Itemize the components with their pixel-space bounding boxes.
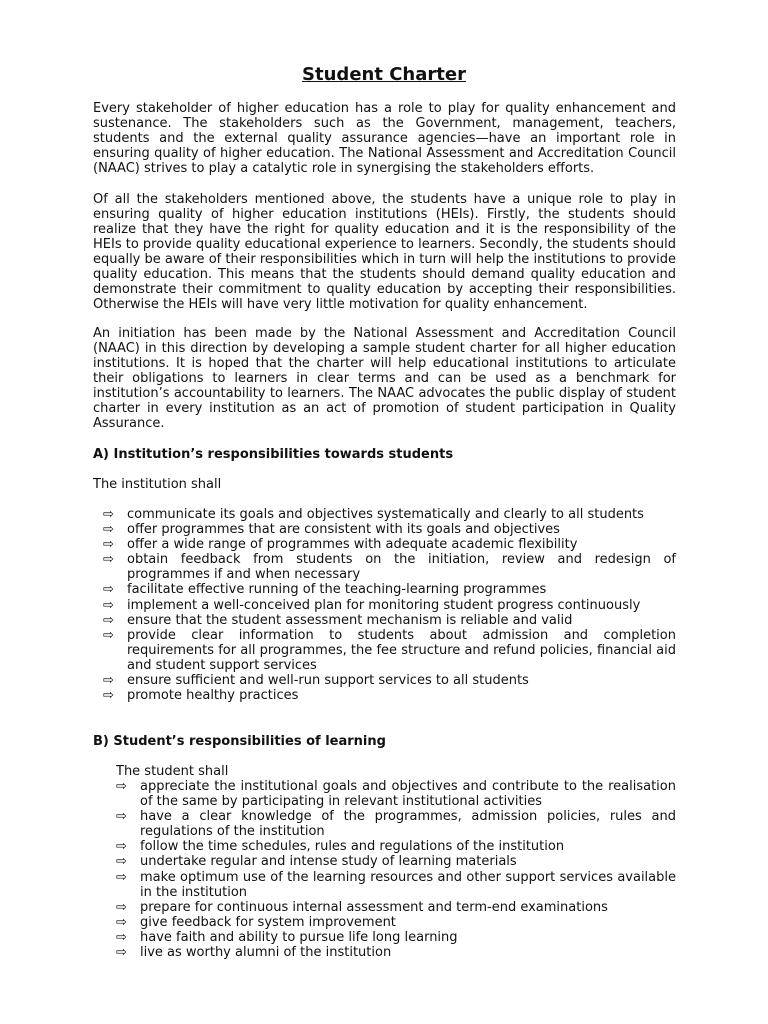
section-b-list-item-text: have a clear knowledge of the programmes, admission policies, rules and regulations of the institution (140, 809, 676, 840)
section-a-list-item-text: promote healthy practices (127, 688, 299, 704)
section-a-list (103, 507, 676, 703)
right-arrow-outline-icon: ⇨ (116, 945, 127, 961)
right-arrow-outline-icon: ⇨ (103, 673, 114, 689)
right-arrow-outline-icon: ⇨ (116, 809, 127, 825)
page-title: Student Charter (302, 64, 466, 85)
section-a-list-item-text: ensure that the student assessment mechanism is reliable and valid (127, 612, 573, 628)
section-b-list-item (116, 930, 676, 945)
right-arrow-outline-icon: ⇨ (103, 688, 114, 704)
right-arrow-outline-icon: ⇨ (103, 507, 114, 522)
section-a-list-item (103, 673, 676, 688)
section-b-list-item-text: give feedback for system improvement (140, 914, 396, 930)
section-a-list-item (103, 552, 676, 582)
section-a-list-item (103, 628, 676, 673)
section-b-list (116, 779, 676, 960)
intro-paragraph-1: Every stakeholder of higher education has a role to play for quality enhancement and sustenance. The stakeholders such as the Government, management, teachers, students and the external quality assurance agencies—have an important role in ensuring quality of higher education. The National Assessment and Accreditation Council (NAAC) strives to play a catalytic role in synergising the stakeholders efforts. (93, 101, 676, 176)
section-a-heading: A) Institution’s responsibilities towards students (93, 447, 454, 462)
right-arrow-outline-icon: ⇨ (116, 854, 127, 870)
section-b-list-item (116, 945, 676, 960)
section-a-list-item-text: implement a well-conceived plan for monitoring student progress continuously (127, 597, 641, 613)
right-arrow-outline-icon: ⇨ (116, 914, 127, 930)
section-b-list-item-text: appreciate the institutional goals and objectives and contribute to the realisation of the same by participating in relevant institutional activities (140, 779, 676, 810)
right-arrow-outline-icon: ⇨ (103, 597, 114, 613)
section-b-list-item (116, 870, 676, 900)
section-a-list-item-text: provide clear information to students about admission and completion requirements for all programmes, the fee structure and refund policies, financial aid and student support services (127, 627, 676, 673)
right-arrow-outline-icon: ⇨ (116, 779, 127, 794)
section-a-list-item (103, 522, 676, 537)
section-b-list-item (116, 839, 676, 854)
right-arrow-outline-icon: ⇨ (116, 899, 127, 915)
section-b-heading: B) Student’s responsibilities of learning (93, 734, 386, 749)
section-a-list-item (103, 613, 676, 628)
section-a-list-item-text: facilitate effective running of the teaching-learning programmes (127, 582, 547, 598)
section-b-lead: The student shall (116, 764, 229, 779)
intro-paragraph-3: An initiation has been made by the National Assessment and Accreditation Council (NAAC) in this direction by developing a sample student charter for all higher education institutions. It is hoped that the charter will help educational institutions to articulate their obligations to learners in clear terms and can be used as a benchmark for institution’s accountability to learners. The NAAC advocates the public display of student charter in every institution as an act of promotion of student participation in Quality Assurance. (93, 326, 676, 431)
right-arrow-outline-icon: ⇨ (103, 612, 114, 628)
section-a-list-item (103, 598, 676, 613)
section-a-lead: The institution shall (93, 477, 222, 492)
section-a-list-item (103, 688, 676, 703)
right-arrow-outline-icon: ⇨ (103, 582, 114, 598)
section-a-list-item-text: offer a wide range of programmes with adequate academic flexibility (127, 537, 578, 553)
section-b-list-item-text: make optimum use of the learning resources and other support services available in the institution (140, 869, 676, 900)
section-b-list-item (116, 809, 676, 839)
section-b-list-item-text: live as worthy alumni of the institution (140, 945, 392, 961)
right-arrow-outline-icon: ⇨ (116, 839, 127, 855)
intro-paragraph-2: Of all the stakeholders mentioned above, the students have a unique role to play in ensuring quality of higher education institutions (HEIs). Firstly, the students should realize that they have the right for quality education and it is the responsibility of the HEIs to provide quality educational experience to learners. Secondly, the students should equally be aware of their responsibilities which in turn will help the institutions to provide quality education. This means that the students should demand quality education and demonstrate their commitment to quality education by accepting their responsibilities. Otherwise the HEIs will have very little motivation for quality enhancement. (93, 192, 676, 312)
section-b-list-item-text: undertake regular and intense study of learning materials (140, 854, 517, 870)
section-a-list-item-text: communicate its goals and objectives systematically and clearly to all students (127, 507, 644, 522)
section-a-list-item-text: obtain feedback from students on the initiation, review and redesign of programmes if and when necessary (127, 552, 676, 583)
right-arrow-outline-icon: ⇨ (103, 522, 114, 538)
section-b-list-item-text: prepare for continuous internal assessment and term-end examinations (140, 899, 608, 915)
section-b-list-item (116, 915, 676, 930)
section-a-list-item-text: ensure sufficient and well-run support services to all students (127, 673, 529, 689)
section-b-list-item (116, 854, 676, 869)
right-arrow-outline-icon: ⇨ (103, 537, 114, 553)
section-a-list-item-text: offer programmes that are consistent with its goals and objectives (127, 522, 560, 538)
section-b-list-item (116, 779, 676, 809)
right-arrow-outline-icon: ⇨ (103, 552, 114, 568)
section-b-list-item-text: have faith and ability to pursue life long learning (140, 929, 458, 945)
right-arrow-outline-icon: ⇨ (116, 869, 127, 885)
section-a-list-item (103, 537, 676, 552)
right-arrow-outline-icon: ⇨ (103, 627, 114, 643)
section-a-list-item (103, 507, 676, 522)
section-b-list-item-text: follow the time schedules, rules and regulations of the institution (140, 839, 565, 855)
right-arrow-outline-icon: ⇨ (116, 929, 127, 945)
section-a-list-item (103, 582, 676, 597)
section-b-list-item (116, 900, 676, 915)
